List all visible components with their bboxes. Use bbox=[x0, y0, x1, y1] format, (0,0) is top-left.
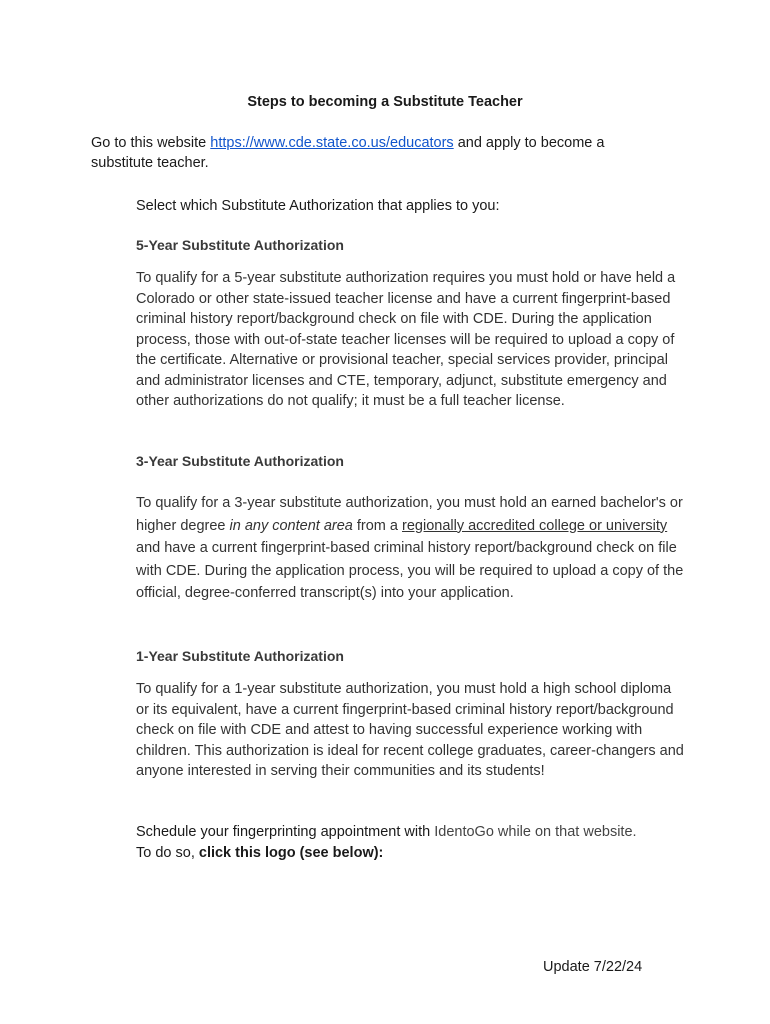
five-year-heading: 5-Year Substitute Authorization bbox=[136, 237, 344, 253]
three-year-text-1: To qualify for a 3-year substitute authorization, you must hold an earned bachelor's or higher degree bbox=[136, 495, 683, 534]
three-year-text-3: and have a current fingerprint-based criminal history report/background check on file with CDE. During the application process, you will be required to upload a copy of the official, degree-conferred transcript(s) into your application. bbox=[136, 540, 684, 601]
identogo-provider: IdentoGo while on that website. bbox=[434, 824, 637, 840]
schedule-text-1: Schedule your fingerprinting appointment with bbox=[136, 824, 435, 840]
schedule-text-2: To do so, bbox=[136, 844, 199, 861]
intro-paragraph bbox=[91, 133, 651, 173]
page-title: Steps to becoming a Substitute Teacher bbox=[247, 94, 523, 110]
cde-educators-link[interactable]: https://www.cde.state.co.us/educators bbox=[210, 135, 454, 151]
select-prompt: Select which Substitute Authorization that applies to you: bbox=[136, 198, 500, 214]
intro-text-before: Go to this website bbox=[91, 135, 211, 151]
intro-text-after: and apply to become a substitute teacher. bbox=[91, 135, 605, 171]
three-year-heading: 3-Year Substitute Authorization bbox=[136, 453, 344, 469]
update-note: Update 7/22/24 bbox=[543, 959, 643, 975]
one-year-heading: 1-Year Substitute Authorization bbox=[136, 648, 344, 664]
five-year-body: To qualify for a 5-year substitute authorization requires you must hold or have held a Colorado or other state-issued teacher license and have a current fingerprint-based criminal history report/background check on file with CDE. During the application process, those with out-of-state teacher licenses will be required to upload a copy of the certificate. Alternative or provisional teacher, special services provider, principal and administrator licenses and CTE, temporary, adjunct, substitute emergency and other authorizations do not qualify; it must be a full teacher license. bbox=[136, 270, 676, 409]
three-year-emphasis: in any content area bbox=[229, 517, 353, 534]
three-year-body bbox=[136, 492, 686, 605]
accredited-college-link[interactable]: regionally accredited college or university bbox=[402, 517, 668, 534]
click-logo-instruction: click this logo (see below): bbox=[198, 844, 384, 861]
schedule-paragraph bbox=[136, 822, 686, 863]
one-year-body: To qualify for a 1-year substitute authorization, you must hold a high school diploma or its equivalent, have a current fingerprint-based criminal history report/background check on file with CDE and attest to having successful experience working with children. This authorization is ideal for recent college graduates, career-changers and anyone interested in serving their communities and its students! bbox=[136, 681, 684, 779]
three-year-text-2: from a bbox=[352, 517, 403, 534]
